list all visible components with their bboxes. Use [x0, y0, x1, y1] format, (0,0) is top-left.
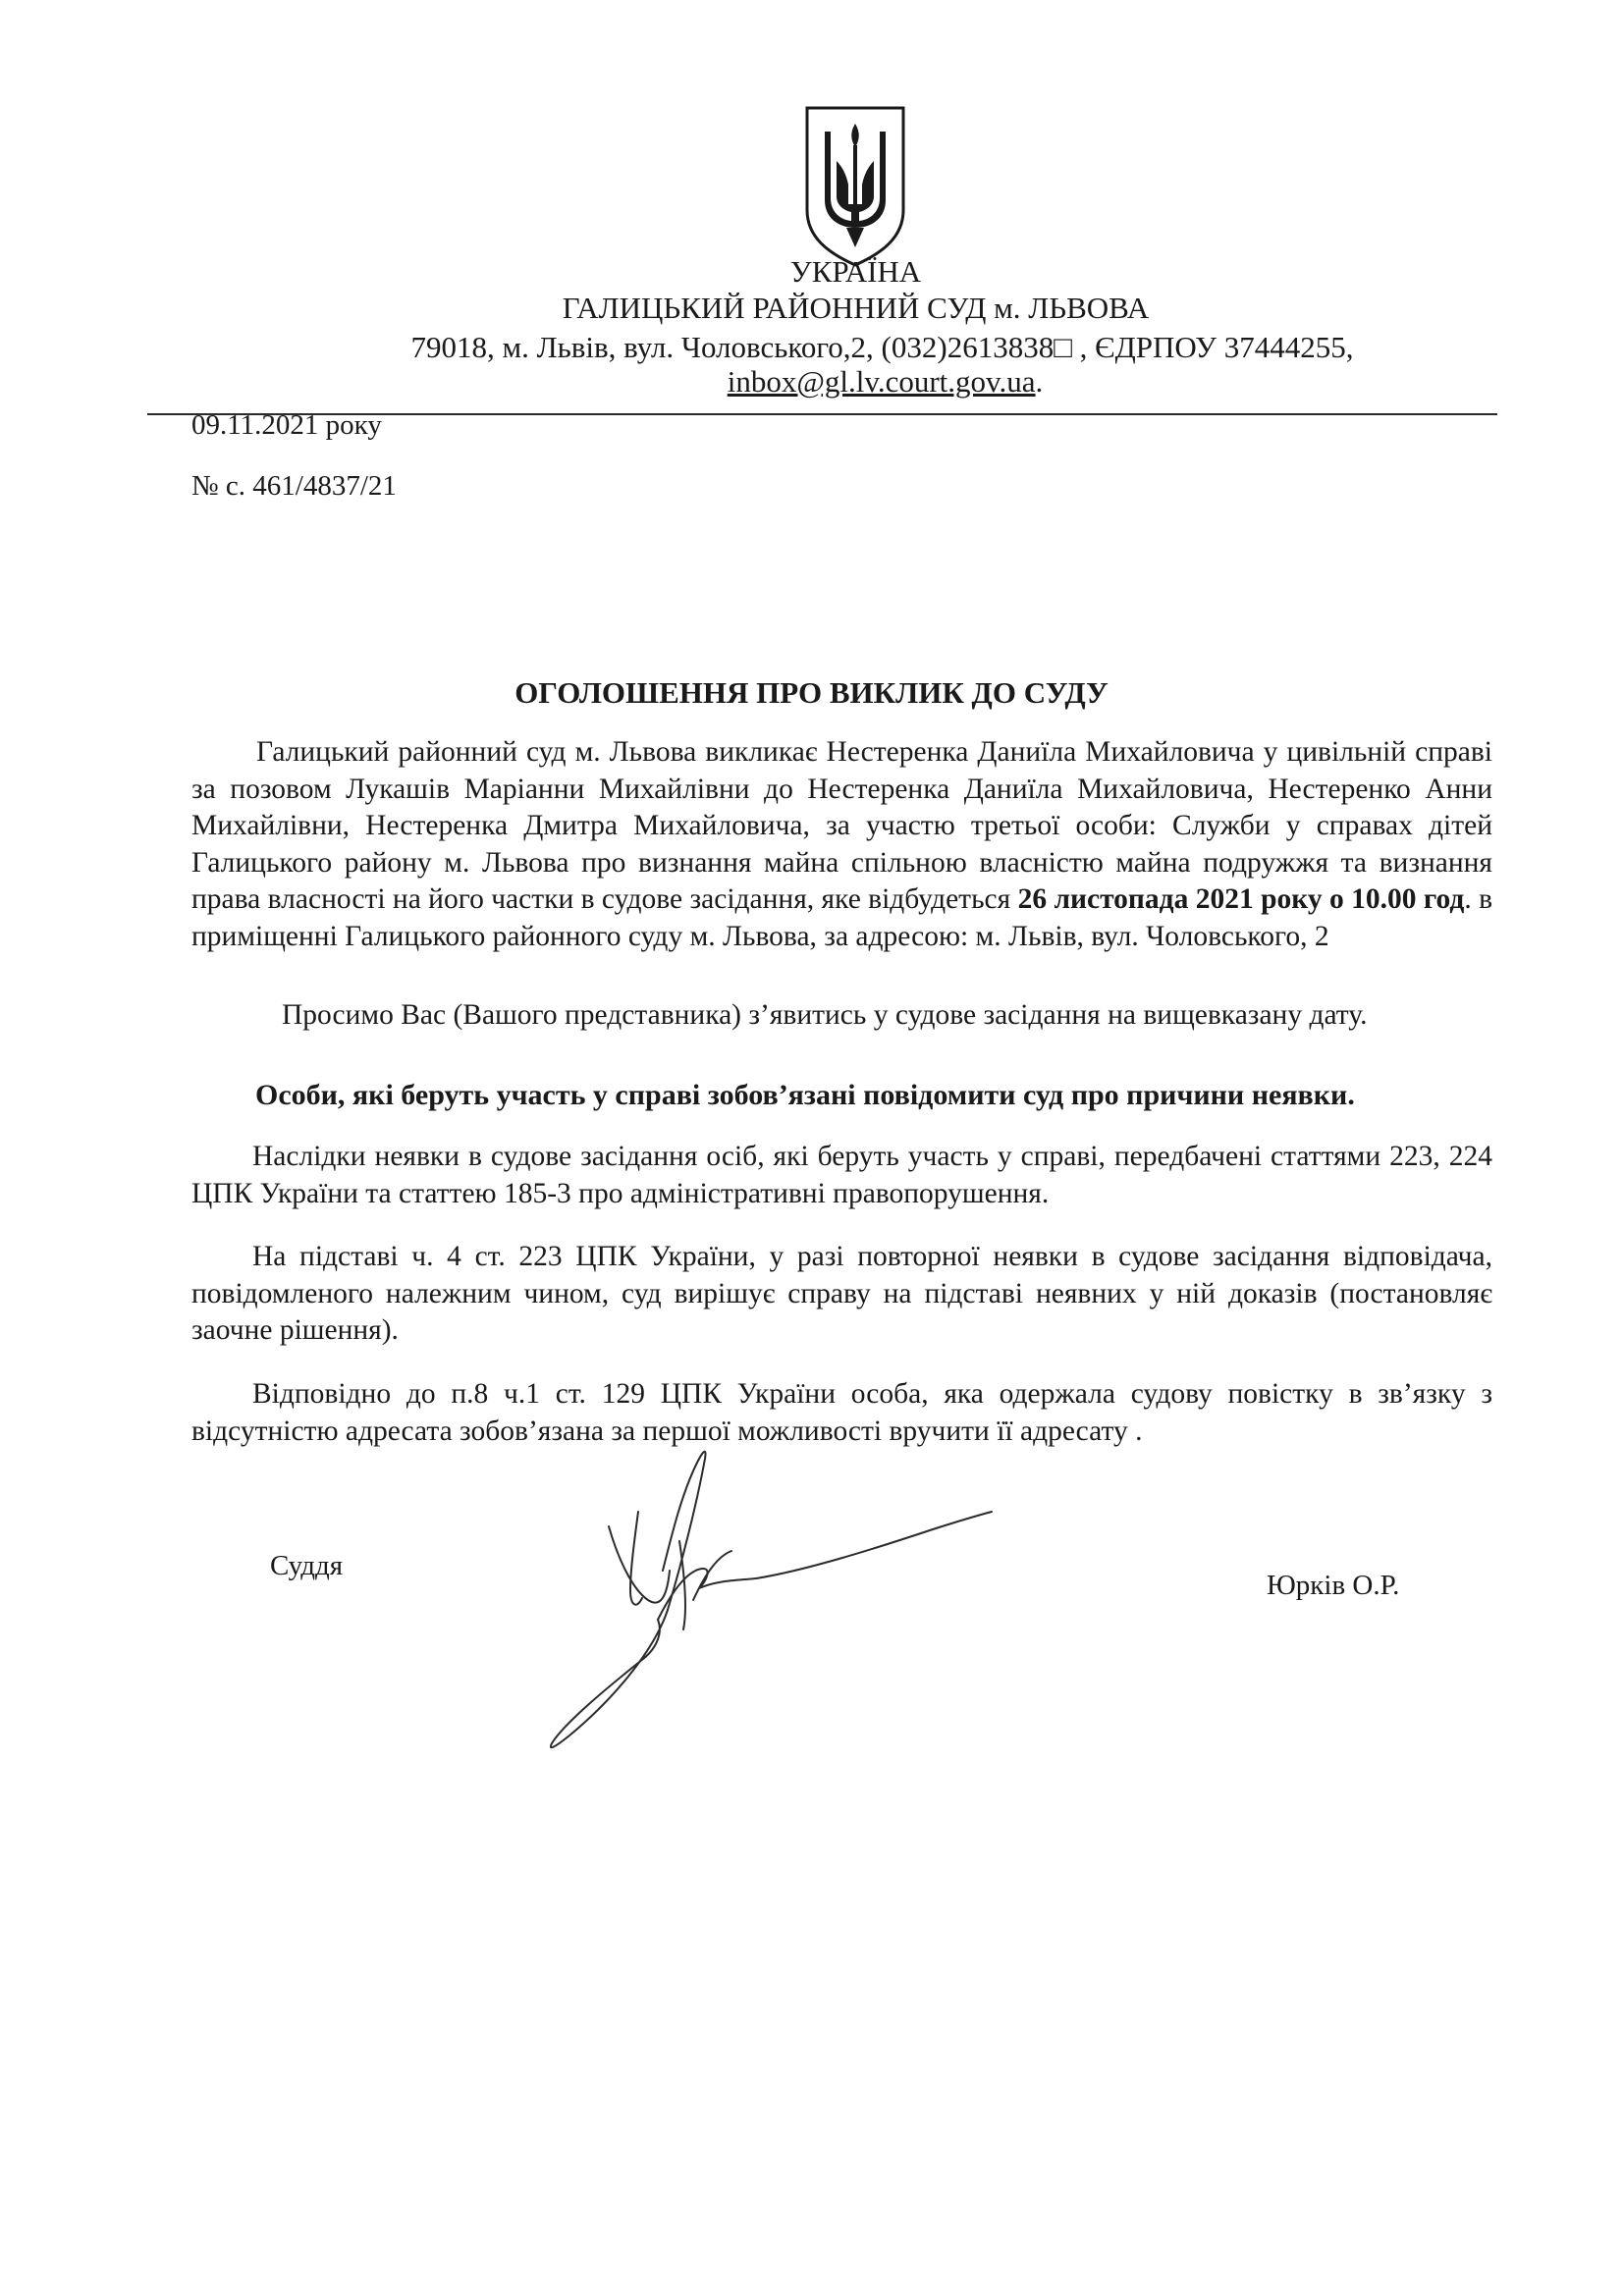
judge-role-label: Суддя [270, 1550, 344, 1581]
paragraph-default-judgment: На підставі ч. 4 ст. 223 ЦПК України, у разі повторної неявки в судове засідання відповідача, повідомленого належним чином, суд вирішує справу на підставі неявних у ній доказів (постановляє заочне рішення). [191, 1241, 1492, 1346]
paragraph-delivery-duty: Відповідно до п.8 ч.1 ст. 129 ЦПК України особа, яка одержала судову повістку в зв’язку з відсутністю адресата зобов’язана за першої можливості вручити її адресату . [191, 1378, 1492, 1447]
header-country: УКРАЇНА [789, 254, 922, 289]
handwritten-signature [461, 1423, 1011, 1777]
header-email-line [74, 364, 1623, 400]
paragraph-consequences: Наслідки неявки в судове засідання осіб, які беруть участь у справі, передбачені статтями 223, 224 ЦПК України та статтею 185-3 про адміністративні правопорушення. [191, 1141, 1492, 1209]
document-date: 09.11.2021 року [191, 409, 382, 441]
trident-coat-of-arms-icon [797, 102, 913, 269]
header-email-suffix: . [1035, 364, 1044, 399]
paragraph-summons-text-after: . в приміщенні Галицького районного суду м. Львова, за адресою: м. Львів, вул. Чоловського, 2 [191, 883, 1493, 952]
paragraph-obligation-notice: Особи, які беруть участь у справі зобов’язані повідомити суд про причини неявки. [255, 1079, 1355, 1111]
header-court-name: ГАЛИЦЬКИЙ РАЙОННИЙ СУД м. ЛЬВОВА [562, 291, 1150, 325]
paragraph-summons-text-before: Галицький районний суд м. Львова викликає Нестеренка Даниїла Михайловича у цивільній справі за позовом Лукашів Маріанни Михайлівни до Нестеренка Даниїла Михайловича, Нестеренко Анни Михайлівни, Нестеренка Дмитра Михайловича, за участю третьої особи: Служби у справах дітей Галицького району м. Львова про визнання майна спільною власністю майна подружжя та визнання права власності на його частки в судове засідання, яке відбудеться [191, 736, 1492, 915]
header-address: 79018, м. Львів, вул. Чоловського,2, (032)2613838□ , ЄДРПОУ 37444255, [410, 330, 1354, 364]
case-number: № с. 461/4837/21 [191, 470, 397, 502]
header-email[interactable]: inbox@gl.lv.court.gov.ua [727, 364, 1036, 399]
paragraph-request: Просимо Вас (Вашого представника) з’явитись у судове засідання на вищевказану дату. [282, 999, 1368, 1031]
judge-name: Юрків О.Р. [1267, 1570, 1400, 1601]
document-title: ОГОЛОШЕННЯ ПРО ВИКЛИК ДО СУДУ [514, 675, 1109, 710]
hearing-date: 26 листопада 2021 року о 10.00 год [1017, 883, 1465, 915]
paragraph-summons [191, 734, 1492, 955]
